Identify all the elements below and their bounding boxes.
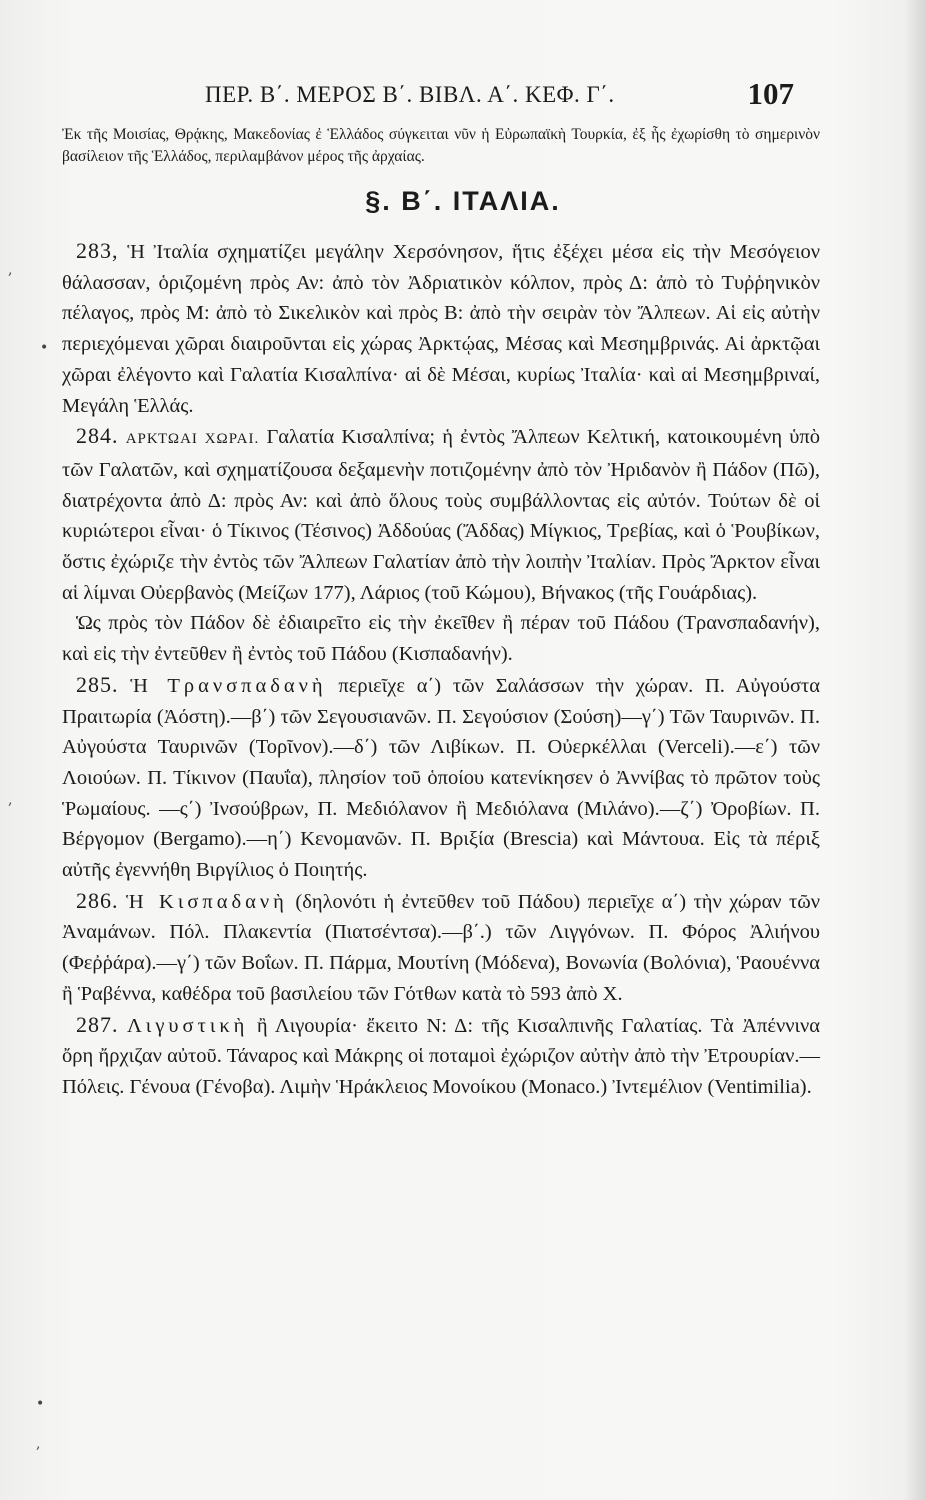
paragraph-text: Ὡς πρὸς τὸν Πάδον δὲ ἐδιαιρεῖτο εἰς τὴν ἐκεῖθεν ἢ πέραν τοῦ Πάδου (Τρανσπαδανήν), καὶ εἰς τὴν ἐντεῦθεν ἢ ἐντὸς τοῦ Πάδου (Κισπαδανήν). xyxy=(62,612,820,666)
margin-speck: , xyxy=(8,262,13,278)
paragraph-subject: Ἡ Κισπαδανὴ xyxy=(125,890,288,913)
paragraph-subject: Λιγυστικὴ xyxy=(126,1014,249,1037)
paragraph-text: Ἡ Ἰταλία σχηματίζει μεγάλην Χερσόνησον, ἥτις ἐξέχει μέσα εἰς τὴν Μεσόγειον θάλασσαν, ὁριζομένη πρὸς Αν: ἀπὸ τὸν Ἀδριατικὸν κόλπον, πρὸς Δ: ἀπὸ τὸ Τυῤῥηνικὸν πέλαγος, πρὸς Μ: ἀπὸ τὸ Σικελικὸν καὶ πρὸς Β: ἀπὸ τὴν σειρὰν τὸν Ἄλπεων. Αἱ εἰς αὐτὴν περιεχόμεναι χῶραι διαιροῦνται εἰς χώρας Ἀρκτῴας, Μέσας καὶ Μεσημβρινάς. Αἱ ἀρκτῷαι χῶραι ἐλέγοντο καὶ Γαλατία Κισαλπίνα· αἱ δὲ Μέσαι, κυρίως Ἰταλία· καὶ αἱ Μεσημβριναί, Μεγάλη Ἑλλάς. xyxy=(62,241,820,417)
intro-paragraph xyxy=(62,124,820,168)
paragraph-text: ἢ Λιγουρία· ἔκειτο Ν: Δ: τῆς Κισαλπινῆς Γαλατίας. Τὰ Ἀπέννινα ὄρη ἤρχιζαν αὐτοῦ. Τάναρος καὶ Μάκρης οἱ ποταμοὶ ἐχώριζον αὐτὴν ἀπὸ τὴν Ἐτρουρίαν.—Πόλεις. Γένουα (Γένοβα). Λιμὴν Ἡράκλειος Μονοίκου (Monaco.) Ἰντεμέλιον (Ventimilia). xyxy=(62,1014,821,1098)
paragraph-number: 285. xyxy=(76,671,119,697)
margin-speck: • xyxy=(36,1396,45,1412)
page-edge-shadow xyxy=(904,0,926,1500)
margin-speck: , xyxy=(36,1436,41,1452)
paragraph-283 xyxy=(62,236,820,421)
paragraph-text: περιεῖχε α΄) τῶν Σαλάσσων τὴν χώραν. Π. Αὐγούστα Πραιτωρία (Ἀόστη).—β΄) τῶν Σεγουσιανῶν. Π. Σεγούσιον (Σούση)—γ΄) Τῶν Ταυρινῶν. Π. Αὐγούστα Ταυρινῶν (Τορῖνον).—δ΄) τῶν Λιβίκων. Π. Οὐερκέλλαι (Verceli).—ε΄) τῶν Λοιούων. Π. Τίκινον (Παυΐα), πλησίον τοῦ ὁποίου κατενίκησεν ὁ Ἀννίβας τὸ πρῶτον τοὺς Ῥωμαίους. —ς΄) Ἰνσούβρων, Π. Μεδιόλανον ἢ Μεδιόλανα (Μιλάνο).—ζ΄) Ὀροβίων. Π. Βέργομον (Bergamo).—η΄) Κενομανῶν. Π. Βριξία (Brescia) καὶ Μάντουα. Εἰς τὰ πέριξ αὐτῆς ἐγεννήθη Βιργίλιος ὁ Ποιητής. xyxy=(62,674,821,882)
margin-speck: • xyxy=(40,340,49,356)
paragraph-285 xyxy=(62,670,820,886)
paragraph-subject: Ἡ Τρανσπαδανὴ xyxy=(130,674,327,697)
paragraph-text: (δηλονότι ἡ ἐντεῦθεν τοῦ Πάδου) περιεῖχε α΄) τὴν χώραν τῶν Ἀναμάνων. Πόλ. Πλακεντία (Πιατσέντσα).—β΄.) τῶν Λιγγόνων. Π. Φόρος Ἀλιήνου (Φεῤῥάρα).—γ΄) τῶν Βοΐων. Π. Πάρμα, Μουτίνη (Μόδενα), Βονωνία (Βολόνια), Ῥαουέννα ἢ Ῥαβέννα, καθέδρα τοῦ βασιλείου τῶν Γότθων κατὰ τὸ 593 ἀπὸ Χ. xyxy=(62,890,821,1005)
paragraph-number: 286. xyxy=(76,887,119,913)
paragraph-284-continued xyxy=(62,608,820,669)
margin-speck: , xyxy=(8,792,13,808)
paragraph-number: 287. xyxy=(76,1011,119,1037)
paragraph-286 xyxy=(62,886,820,1010)
running-head: ΠΕΡ. Β΄. ΜΕΡΟΣ Β΄. ΒΙΒΛ. Α΄. ΚΕΦ. Γ΄. xyxy=(205,82,615,107)
paragraph-number: 283, xyxy=(76,238,119,263)
paragraph-number: 284. xyxy=(76,423,119,449)
paragraph-284 xyxy=(62,421,820,608)
paragraph-287 xyxy=(62,1010,820,1103)
body-text xyxy=(62,236,820,1103)
page-number: 107 xyxy=(747,76,794,111)
page-header xyxy=(205,76,794,116)
paragraph-heading: ΑΡΚΤΩΑΙ ΧΩΡΑΙ. xyxy=(125,431,260,448)
section-title: §. Β΄. ΙΤΑΛΙΑ. xyxy=(365,186,561,216)
intro-text: Ἐκ τῆς Μοισίας, Θρᾴκης, Μακεδονίας ἐ Ἑλλάδος σύγκειται νῦν ἡ Εὐρωπαϊκὴ Τουρκία, ἐξ ἧς ἐχωρίσθη τὸ σημερινὸν βασίλειον τῆς Ἑλλάδος, περιλαμβάνον μέρος τῆς ἀρχαίας. xyxy=(62,126,820,165)
paragraph-text: Γαλατία Κισαλπίνα; ἡ ἐντὸς Ἄλπεων Κελτική, κατοικουμένη ὑπὸ τῶν Γαλατῶν, καὶ σχηματίζουσα δεξαμενὴν ποτιζομένην ἀπὸ τὸν Ἠριδανὸν ἢ Πάδον (Πῶ), διατρέχοντα ἀπὸ Δ: πρὸς Αν: καὶ ἀπὸ ὅλους τοὺς συμβάλλοντας εἰς αὐτόν. Τούτων δὲ οἱ κυριώτεροι εἶναι· ὁ Τίκινος (Τέσινος) Ἀδδούας (Ἄδδας) Μίγκιος, Τρεβίας, καὶ ὁ Ῥουβίκων, ὅστις ἐχώριζε τὴν ἐντὸς τῶν Ἄλπεων Γαλατίαν ἀπὸ τὴν λοιπὴν Ἰταλίαν. Πρὸς Ἄρκτον εἶναι αἱ λίμναι Οὐερβανὸς (Μείζων 177), Λάριος (τοῦ Κώμου), Βήνακος (τῆς Γουάρδιας). xyxy=(62,426,820,604)
